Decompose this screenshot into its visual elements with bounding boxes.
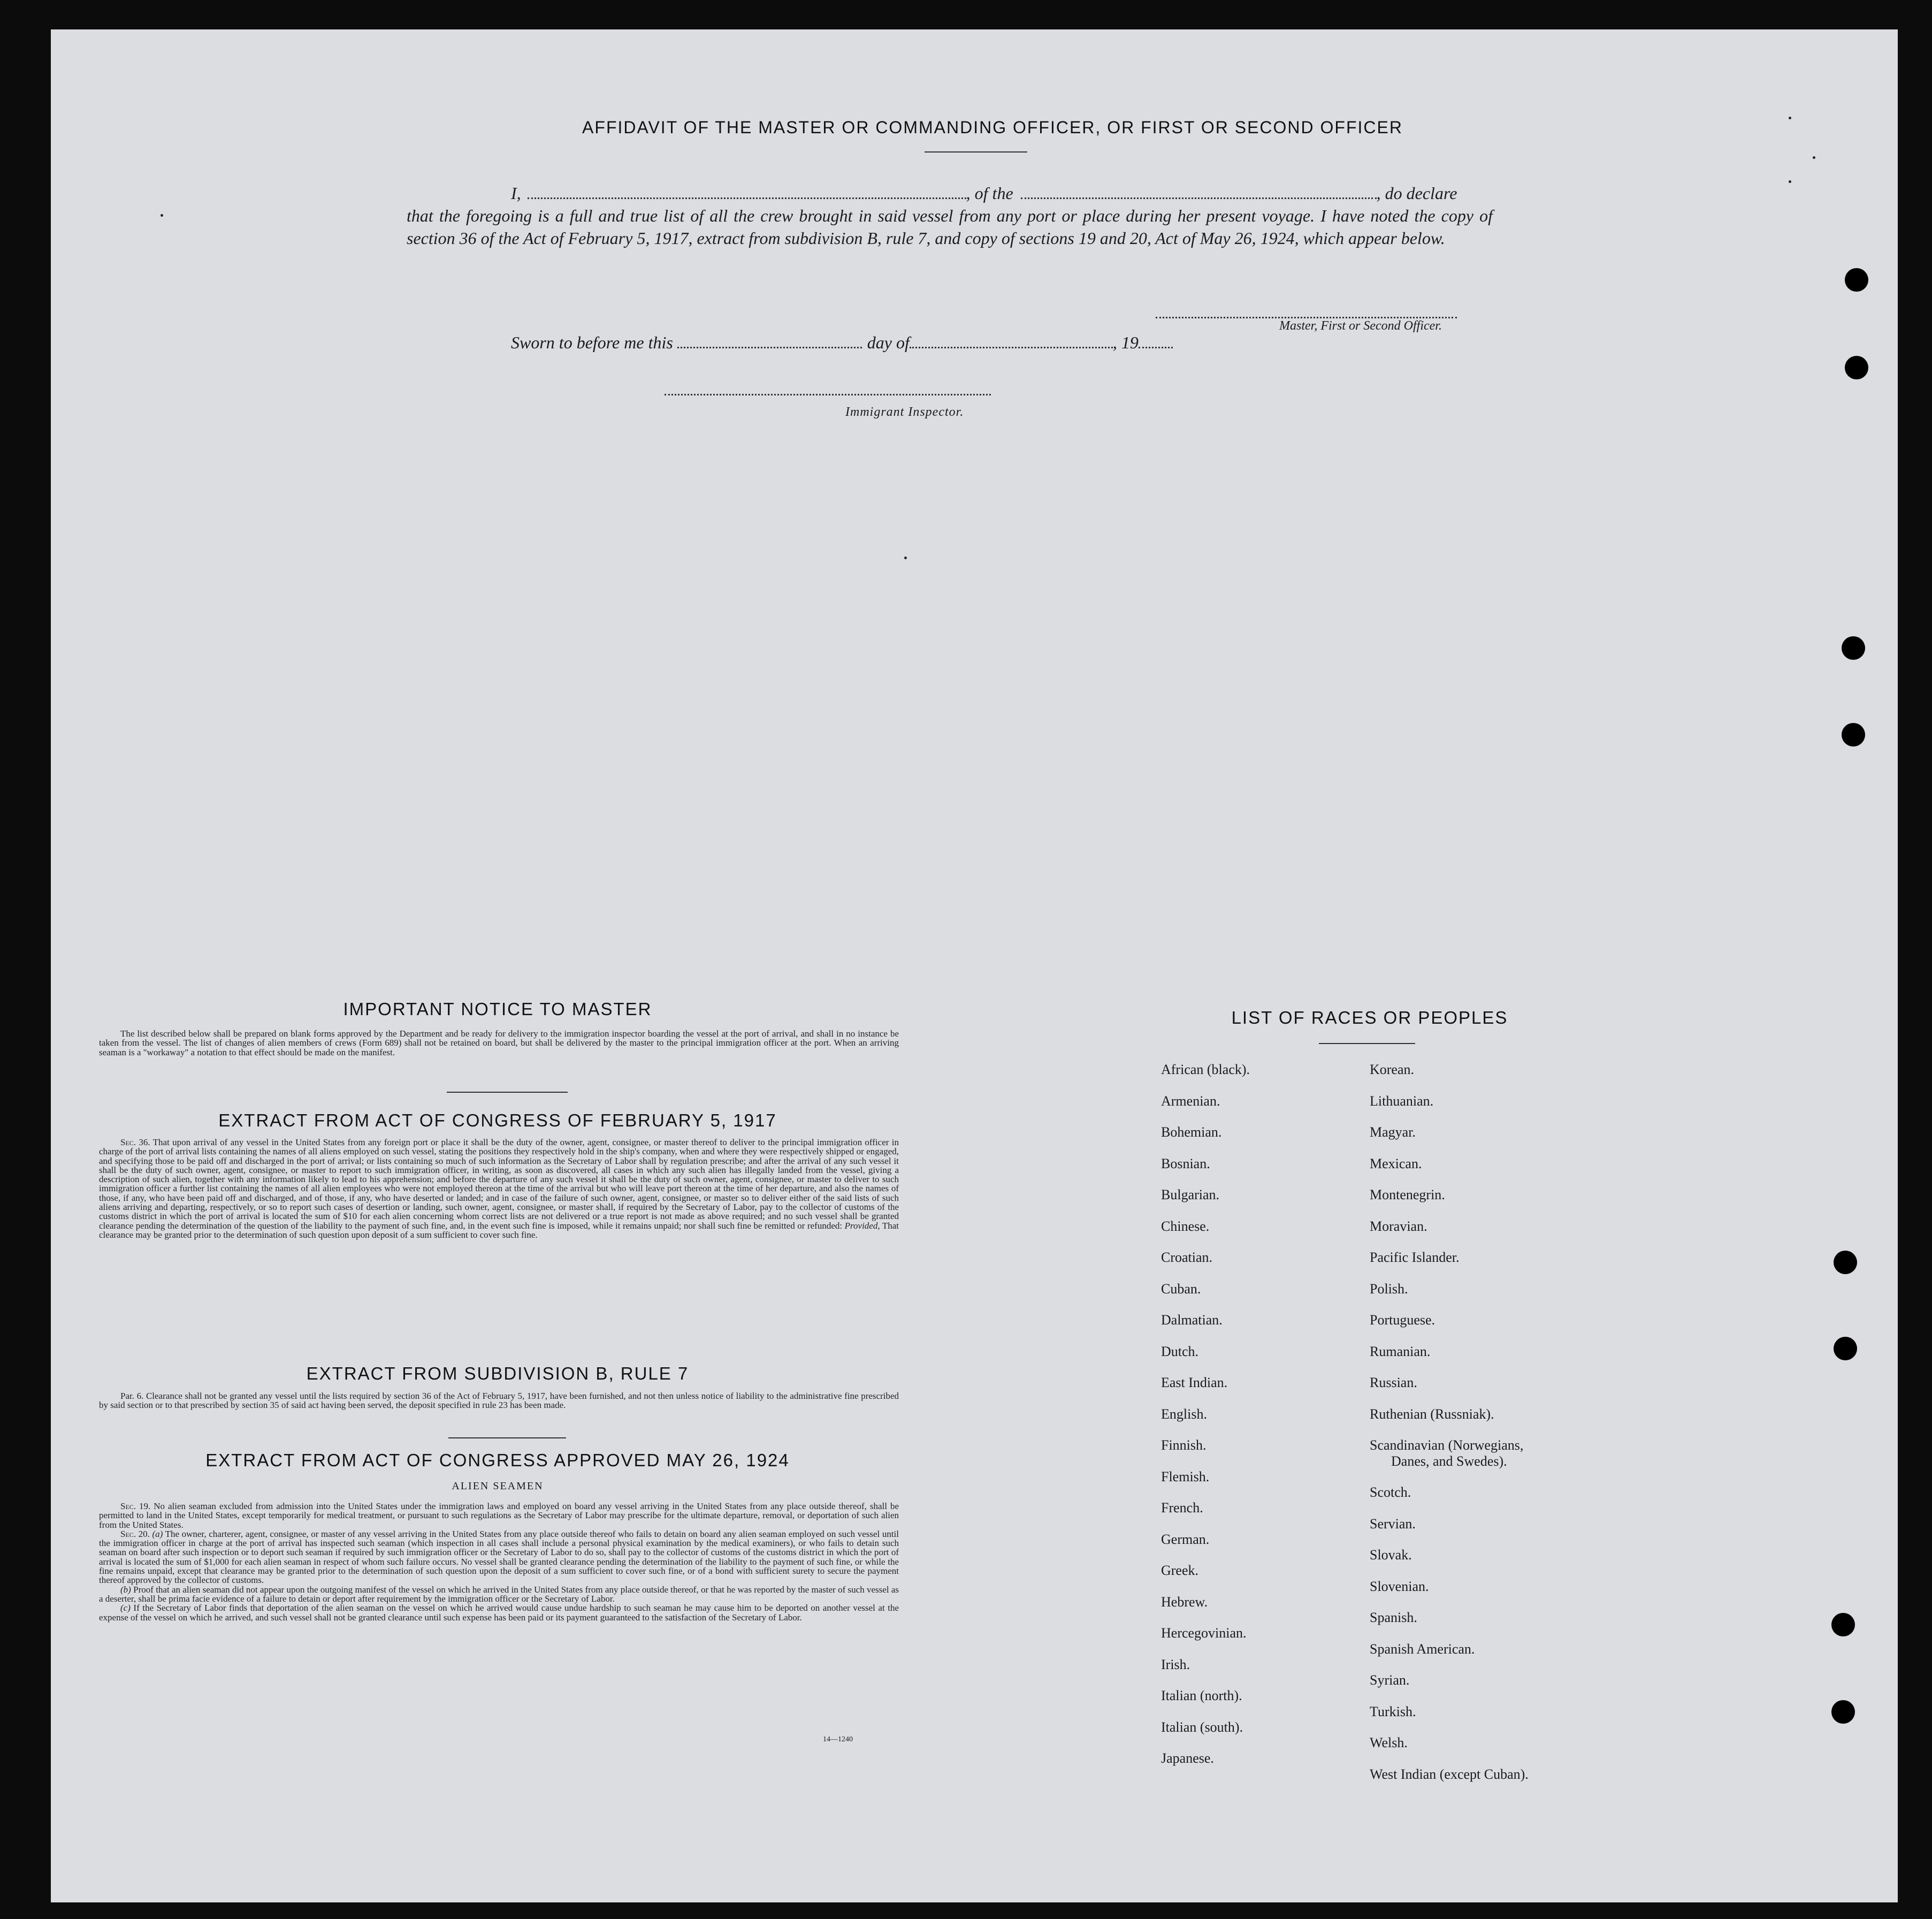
form-number: 14—1240 xyxy=(823,1735,853,1743)
race-item: West Indian (except Cuban). xyxy=(1370,1766,1529,1782)
notice-text: The list described below shall be prepared on blank forms approved by the Department and be ready for delivery to the immigration inspector boarding the vessel at the port of arrival, and shall in no instance be taken from the vessel. The list of changes of alien members of crews (Form 689) shall not be retained on board, but shall be delivered by the master to the principal immigration officer at the port. When an arriving seaman is a "workaway" a notation to that effect should be made on the manifest. xyxy=(99,1029,899,1057)
race-item: Armenian. xyxy=(1161,1093,1220,1109)
sec-20b-text: Proof that an alien seaman did not appear upon the outgoing manifest of the vessel on which he arrived in the United States from any place outside thereof, or that he was reported by the master of such vessel as a deserter, shall be prima facie evidence of a failure to detain or deport after requirement by the immigration officer or the Secretary of Labor. xyxy=(99,1584,899,1604)
sec-36-text: That upon arrival of any vessel in the United States from any foreign port or place it shall be the duty of the owner, agent, consignee, or master thereof to deliver to the principal immigration officer in charge of the port of arrival lists containing the names of all aliens employed on such vessel, stating the positions they respectively hold in the ship's company, when and where they were respectively shipped or engaged, and specifying those to be paid off and discharged in the port of arrival; or lists containing so much of such information as the Secretary of Labor shall by regulation prescribe; and after the arrival of any such vessel it shall be the duty of such owner, agent, consignee, or master to report to such immigration officer, in writing, as soon as discovered, all cases in which any such alien has illegally landed from the vessel, giving a description of such alien, together with any information likely to lead to his apprehension; and before the departure of any such vessel it shall be the duty of such owner, agent, consignee, or master to deliver to such immigration officer a further list containing the names of all alien employees who were not employed thereon at the time of the arrival but who will leave port thereon at the time of her departure, and also the names of those, if any, who have been paid off and discharged, and of those, if any, who have deserted or landed; and in case of the failure of such owner, agent, consignee, or master so to deliver either of the said lists of such aliens arriving and departing, respectively, or so to report such cases of desertion or landing, such owner, agent, consignee, or master shall, if required by the Secretary of Labor, pay to the collector of customs of the customs district in which the port of arrival is located the sum of $10 for each alien concerning whom correct lists are not delivered or a true report is not made as above required; and no such vessel shall be granted clearance pending the determination of the question of the liability to the payment of such fine, and, in the event such fine is imposed, while it remains unpaid; nor shall such fine be remitted or refunded: xyxy=(99,1137,899,1231)
inspector-caption: Immigrant Inspector. xyxy=(845,405,964,419)
race-item: Ruthenian (Russniak). xyxy=(1370,1406,1494,1422)
provided-label: Provided, xyxy=(844,1220,880,1231)
race-item: Hercegovinian. xyxy=(1161,1625,1247,1641)
races-right-column xyxy=(1370,1054,1529,1790)
race-item: Lithuanian. xyxy=(1370,1093,1434,1109)
sec-20a-label: (a) xyxy=(152,1528,163,1539)
extract-rule7-title: EXTRACT FROM SUBDIVISION B, RULE 7 xyxy=(306,1364,689,1383)
race-item: Slovenian. xyxy=(1370,1578,1429,1594)
race-item: Mexican. xyxy=(1370,1155,1422,1171)
punch-hole xyxy=(1845,356,1868,379)
race-item: Turkish. xyxy=(1370,1703,1416,1719)
alien-seamen-subtitle: ALIEN SEAMEN xyxy=(452,1480,544,1492)
par-6-label: Par. 6. xyxy=(120,1391,144,1401)
vessel-name-field[interactable] xyxy=(1021,197,1377,199)
race-item: Polish. xyxy=(1370,1281,1408,1297)
sworn-label: Sworn to before me this xyxy=(511,333,673,352)
punch-hole xyxy=(1834,1337,1857,1360)
punch-hole xyxy=(1842,636,1865,660)
day-of-label: day of xyxy=(867,333,910,352)
sec-20a-text: The owner, charterer, agent, consignee, or master of any vessel arriving in the United States from any place outside thereof who fails to detain on board any alien seaman employed on such vessel until the immigration officer in charge at the port of arrival has inspected such seaman (which inspection in all cases shall include a personal physical examination by the medical examiners), or who fails to detain such seaman on board after such inspection or to deport such seaman if required by such immigration officer or the Secretary of Labor to do so, shall pay to the collector of customs of the customs district in which the port of arrival is located the sum of $1,000 for each alien seaman in respect of whom such failure occurs. No vessel shall be granted clearance pending the determination of the liability to the payment of such fine, or while the fine remains unpaid, except that clearance may be granted prior to the determination of such question upon the deposit of a sum sufficient to cover such fine, or of a bond with sufficient surety to secure the payment thereof approved by the collector of customs. xyxy=(99,1528,899,1586)
affidavit-body xyxy=(407,182,1493,249)
race-item: Danes, and Swedes). xyxy=(1391,1453,1507,1469)
notice-body xyxy=(99,1029,899,1057)
race-item: Finnish. xyxy=(1161,1437,1206,1453)
race-item: Dalmatian. xyxy=(1161,1312,1223,1328)
race-item: Welsh. xyxy=(1370,1735,1408,1750)
sec-36-label: Sec. 36. xyxy=(120,1137,150,1147)
sec-19-text: No alien seaman excluded from admission into the United States under the immigration laws and employed on board any vessel arriving in the United States from any place outside thereof, shall be permitted to land in the United States, except temporarily for medical treatment, or pursuant to such regulations as the Secretary of Labor may prescribe for the ultimate departure, removal, or deportation of such alien from the United States. xyxy=(99,1501,899,1530)
punch-hole xyxy=(1831,1700,1855,1724)
race-item: Dutch. xyxy=(1161,1343,1199,1359)
race-item: Japanese. xyxy=(1161,1750,1214,1766)
sec-20b-label: (b) xyxy=(120,1584,131,1595)
race-item: Cuban. xyxy=(1161,1281,1201,1297)
sec-20-label: Sec. 20. xyxy=(120,1528,150,1539)
race-item: Servian. xyxy=(1370,1516,1416,1532)
race-item: Bosnian. xyxy=(1161,1155,1210,1171)
title-rule xyxy=(925,151,1027,153)
affiant-i-label: I, xyxy=(511,184,521,203)
race-item: Irish. xyxy=(1161,1656,1190,1672)
inspector-signature-line[interactable] xyxy=(665,394,991,395)
punch-hole xyxy=(1834,1251,1857,1274)
do-declare-label: , do declare xyxy=(1376,184,1457,203)
race-item: Scotch. xyxy=(1370,1484,1411,1500)
race-item: Spanish American. xyxy=(1370,1641,1475,1657)
race-item: Russian. xyxy=(1370,1375,1417,1390)
sworn-year-field[interactable] xyxy=(1139,347,1173,348)
speck xyxy=(161,214,163,217)
sec-36-end: That clearance may be granted prior to the determination of such question upon deposit of a sum sufficient to cover such fine. xyxy=(99,1220,899,1240)
speck xyxy=(1813,156,1815,159)
extract-1924-title: EXTRACT FROM ACT OF CONGRESS APPROVED MAY 26, 1924 xyxy=(205,1450,790,1470)
master-signature-line[interactable] xyxy=(1156,317,1457,318)
affidavit-declaration: that the foregoing is a full and true list of all the crew brought in said vessel from any port or place during her present voyage. I have noted the copy of section 36 of the Act of February 5, 1917, extract from subdivision B, rule 7, and copy of sections 19 and 20, Act of May 26, 1924, which appear below. xyxy=(407,206,1493,248)
master-signature-caption: Master, First or Second Officer. xyxy=(1279,319,1442,333)
speck xyxy=(904,557,907,559)
race-item: Greek. xyxy=(1161,1563,1199,1578)
race-item: Montenegrin. xyxy=(1370,1187,1445,1202)
race-item: Chinese. xyxy=(1161,1218,1210,1234)
races-title: LIST OF RACES OR PEOPLES xyxy=(1231,1008,1508,1027)
extract-rule7-body xyxy=(99,1391,899,1410)
punch-hole xyxy=(1842,723,1865,747)
race-item: Hebrew. xyxy=(1161,1594,1208,1610)
sec-20c-text: If the Secretary of Labor finds that deportation of the alien seaman on the vessel on which he arrived would cause undue hardship to such seaman he may cause him to be deported on another vessel at the expense of the vessel on which he arrived, and such vessel shall not be granted clearance until such expense has been paid or its payment guaranteed to the satisfaction of the Secretary of Labor. xyxy=(99,1603,899,1623)
race-item: Slovak. xyxy=(1370,1547,1412,1563)
race-item: French. xyxy=(1161,1500,1203,1516)
race-item: Bohemian. xyxy=(1161,1124,1222,1140)
divider xyxy=(448,1437,566,1438)
sworn-day-field[interactable] xyxy=(677,347,862,348)
notice-title: IMPORTANT NOTICE TO MASTER xyxy=(343,999,652,1019)
race-item: Pacific Islander. xyxy=(1370,1250,1460,1265)
race-item: Magyar. xyxy=(1370,1124,1416,1140)
race-item: English. xyxy=(1161,1406,1207,1422)
of-the-label: , of the xyxy=(966,184,1013,203)
affiant-name-field[interactable] xyxy=(528,197,966,199)
speck xyxy=(1789,117,1791,119)
race-item: Moravian. xyxy=(1370,1218,1427,1234)
affidavit-title: AFFIDAVIT OF THE MASTER OR COMMANDING OFFICER, OR FIRST OR SECOND OFFICER xyxy=(582,118,1403,137)
punch-hole xyxy=(1845,268,1868,292)
extract-1917-body xyxy=(99,1138,899,1239)
race-item: Rumanian. xyxy=(1370,1343,1431,1359)
race-item: Italian (south). xyxy=(1161,1719,1243,1735)
races-left-column xyxy=(1161,1054,1250,1775)
race-item: Spanish. xyxy=(1370,1610,1417,1625)
race-item: Bulgarian. xyxy=(1161,1187,1220,1202)
extract-1917-title: EXTRACT FROM ACT OF CONGRESS OF FEBRUARY 5, 1917 xyxy=(218,1110,777,1130)
sworn-month-field[interactable] xyxy=(910,347,1113,348)
speck xyxy=(1789,180,1791,183)
race-item: Portuguese. xyxy=(1370,1312,1435,1328)
extract-1924-body xyxy=(99,1502,899,1622)
race-item: Croatian. xyxy=(1161,1250,1213,1265)
race-item: Flemish. xyxy=(1161,1468,1210,1484)
race-item: German. xyxy=(1161,1531,1210,1547)
sworn-line xyxy=(511,333,1173,353)
par-6-text: Clearance shall not be granted any vessel until the lists required by section 36 of the Act of February 5, 1917, have been furnished, and not then unless notice of liability to the administrative fine prescribed by said section or to that prescribed by section 35 of said act having been served, the deposit specified in rule 23 has been made. xyxy=(99,1391,899,1411)
races-title-rule xyxy=(1319,1043,1415,1044)
race-item: Korean. xyxy=(1370,1062,1415,1077)
divider xyxy=(447,1092,568,1093)
year-label: , 19 xyxy=(1112,333,1139,352)
race-item: African (black). xyxy=(1161,1062,1250,1077)
sec-19-label: Sec. 19. xyxy=(120,1501,151,1511)
punch-hole xyxy=(1831,1613,1855,1636)
race-item: East Indian. xyxy=(1161,1375,1228,1390)
race-item: Scandinavian (Norwegians, xyxy=(1370,1437,1524,1453)
sec-20c-label: (c) xyxy=(120,1603,131,1613)
race-item: Italian (north). xyxy=(1161,1688,1242,1703)
race-item: Syrian. xyxy=(1370,1672,1410,1688)
